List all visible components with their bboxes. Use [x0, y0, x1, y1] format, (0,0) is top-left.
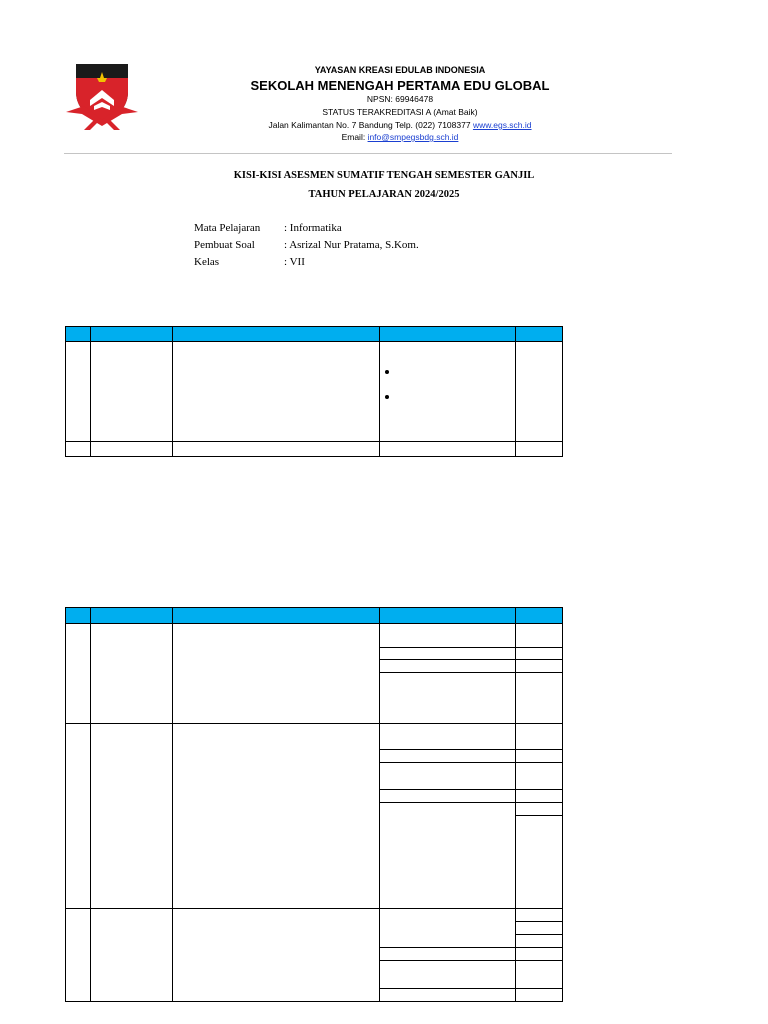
bullet-icon [385, 395, 389, 399]
document-subtitle: TAHUN PELAJARAN 2024/2025 [308, 189, 460, 200]
info-row-subject [194, 222, 419, 239]
school-logo [64, 62, 140, 132]
grid-table-2 [65, 607, 562, 1003]
school-address [200, 120, 600, 130]
foundation-name: YAYASAN KREASI EDULAB INDONESIA [314, 65, 486, 75]
accreditation-status: STATUS TERAKREDITASI A (Amat Baik) [322, 107, 478, 117]
school-email [200, 132, 600, 142]
info-label: Mata Pelajaran [194, 222, 261, 234]
table-header [66, 608, 563, 624]
info-value: : Asrizal Nur Pratama, S.Kom. [284, 239, 419, 251]
document-title: KISI-KISI ASESMEN SUMATIF TENGAH SEMESTER GANJIL [233, 170, 535, 181]
grid-table-1 [65, 326, 562, 458]
info-row-class [194, 256, 419, 273]
info-value: : VII [284, 256, 305, 268]
document-info [194, 222, 419, 273]
school-name: SEKOLAH MENENGAH PERTAMA EDU GLOBAL [250, 78, 550, 93]
header-divider [64, 153, 672, 154]
table-header [66, 327, 563, 342]
address-text: Jalan Kalimantan No. 7 Bandung Telp. (022) 7108377 [268, 120, 473, 130]
info-row-author [194, 239, 419, 256]
info-label: Kelas [194, 256, 220, 268]
school-npsn: NPSN: 69946478 [366, 94, 434, 104]
website-link[interactable]: www.egs.sch.id [472, 120, 532, 130]
bullet-icon [385, 370, 389, 374]
info-value: : Informatika [284, 222, 342, 234]
email-link[interactable]: info@smpegsbdg.sch.id [367, 132, 459, 142]
email-label: Email: [341, 132, 368, 142]
info-label: Pembuat Soal [194, 239, 255, 251]
